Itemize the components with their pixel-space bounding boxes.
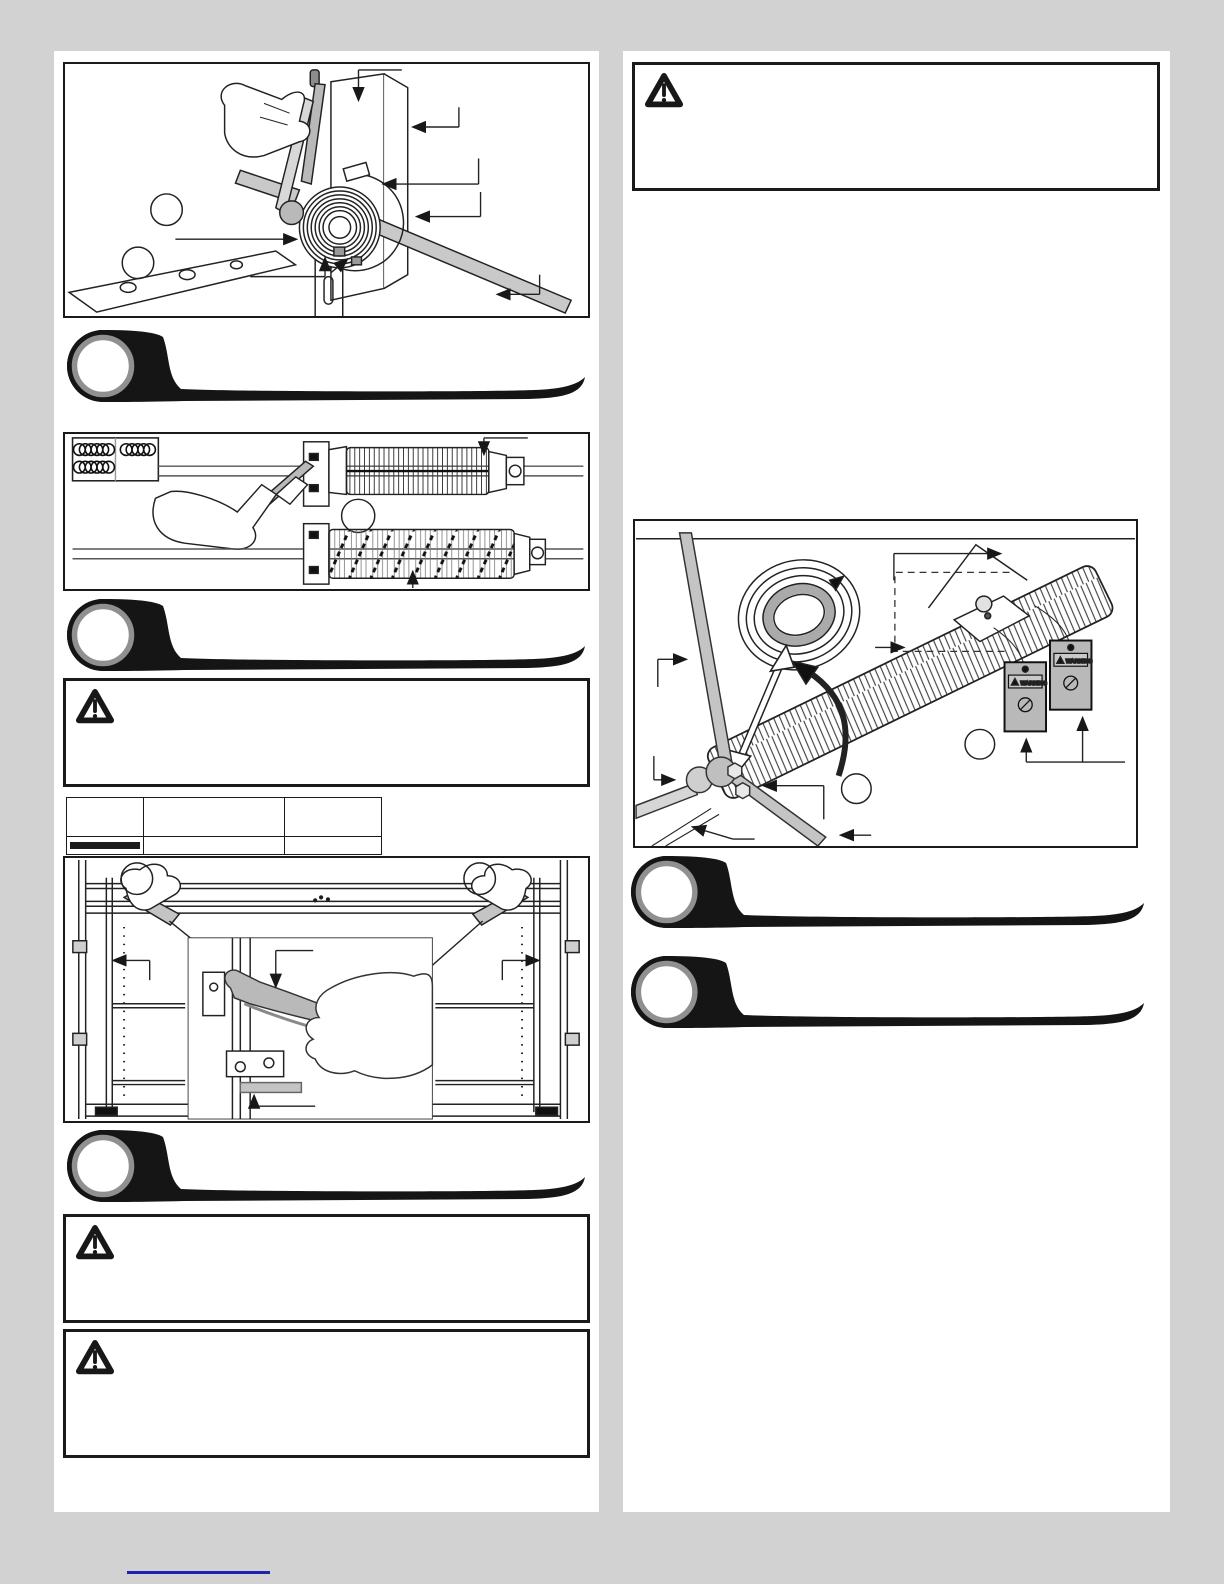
- footer-link[interactable]: [127, 1570, 270, 1574]
- lower-spring: [73, 524, 584, 584]
- winding-bar-down: [723, 769, 826, 846]
- table-cell: [144, 837, 285, 855]
- winding-bar-hand: [153, 461, 313, 549]
- table-cell: [144, 798, 285, 837]
- warning-tag-label: WARNING: [1020, 680, 1048, 687]
- warning-box: [63, 678, 590, 787]
- table-cell: [67, 798, 144, 837]
- step-banner: [66, 599, 586, 671]
- cable-drum-illustration: [65, 64, 588, 316]
- garage-door-illustration: [65, 858, 588, 1121]
- step-banner-swoosh: [66, 599, 586, 671]
- warning-box: [63, 1329, 590, 1458]
- step-banner-swoosh: [66, 1130, 586, 1202]
- warning-box: [632, 62, 1160, 191]
- step-banner-swoosh: [630, 856, 1145, 928]
- callout-circle: [122, 247, 154, 279]
- warning-tag-label: WARNING: [1065, 659, 1093, 666]
- step-banner: [630, 856, 1145, 928]
- table-cell: [285, 798, 382, 837]
- warning-triangle-icon: [644, 72, 684, 109]
- winding-bar-up: [680, 533, 733, 771]
- upper-spring: [158, 442, 583, 506]
- spec-table: [66, 797, 382, 855]
- callout-circle: [965, 729, 995, 759]
- figure-spring-winding: [633, 519, 1138, 848]
- step-banner: [66, 1130, 586, 1202]
- warning-box: [63, 1214, 590, 1323]
- spring-coil-inset: [73, 438, 159, 481]
- torsion-springs-illustration: [65, 434, 588, 589]
- warning-triangle-icon: [75, 1224, 115, 1261]
- spring-winding-illustration: [635, 521, 1136, 846]
- callout-circle: [342, 499, 375, 532]
- figure-torsion-springs: [63, 432, 590, 591]
- callout-circle: [842, 774, 872, 804]
- black-swatch: [70, 842, 140, 849]
- table-cell: [285, 837, 382, 855]
- locking-pliers-left: [121, 864, 180, 925]
- pliers-detail-inset: [188, 938, 432, 1119]
- warning-triangle-icon: [75, 688, 115, 725]
- step-banner-swoosh: [66, 330, 586, 402]
- step-banner: [630, 956, 1145, 1028]
- warning-triangle-icon: [75, 1339, 115, 1376]
- table-cell-swatch: [67, 837, 144, 855]
- figure-cable-drum: [63, 62, 590, 318]
- step-banner: [66, 330, 586, 402]
- flag-bracket: [69, 251, 295, 312]
- step-banner-swoosh: [630, 956, 1145, 1028]
- callout-circle: [151, 194, 183, 226]
- cable-drum: [299, 187, 380, 268]
- figure-garage-door: [63, 856, 590, 1123]
